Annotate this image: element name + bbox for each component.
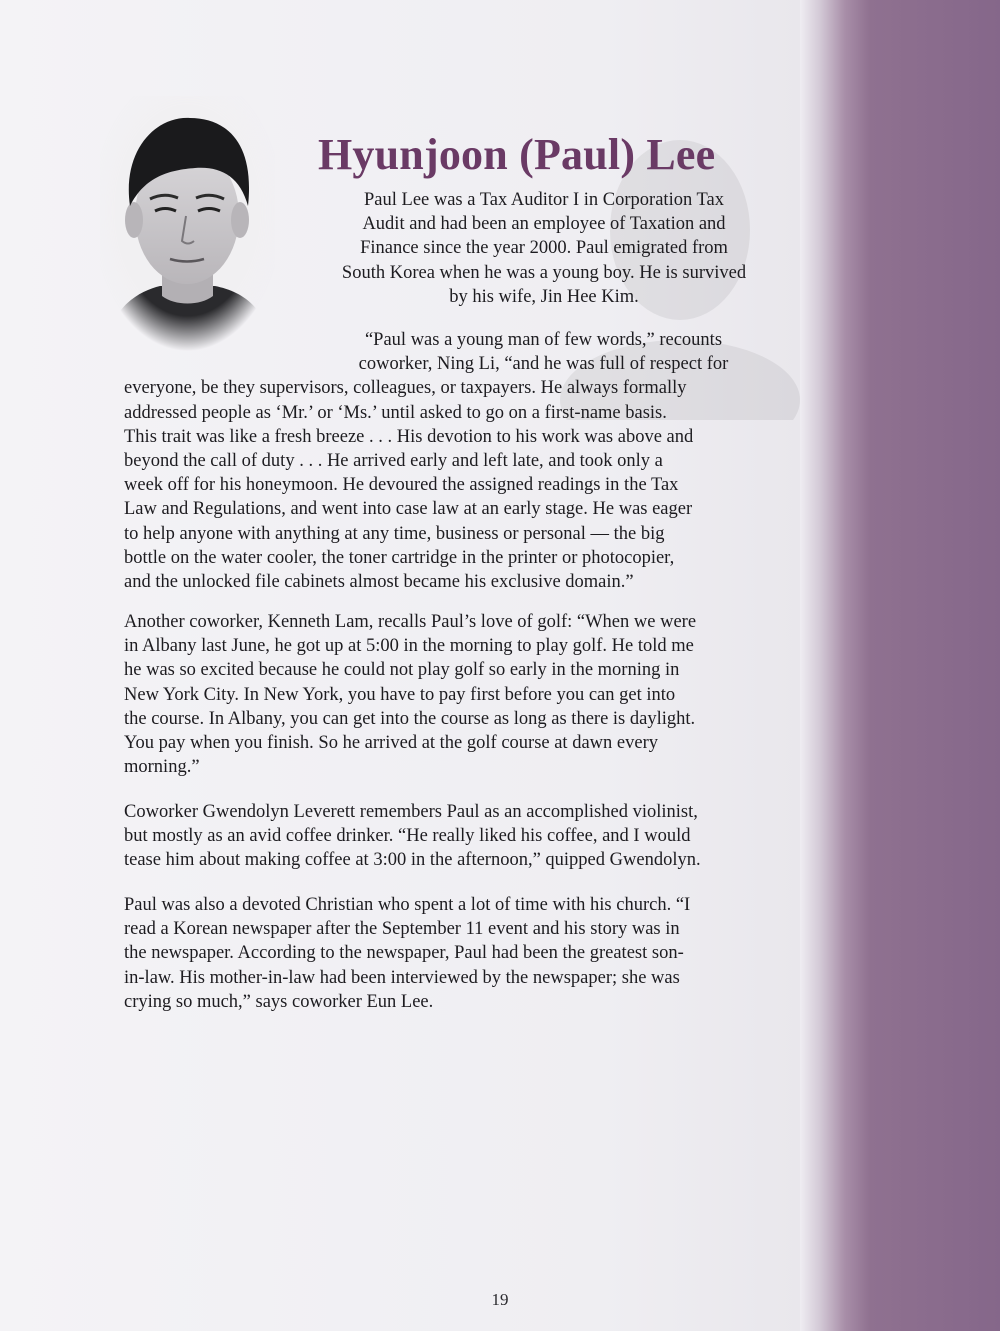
quote-line: everyone, be they supervisors, colleagues, or taxpayers. He always formally — [124, 378, 687, 399]
church-line: read a Korean newspaper after the September 11 event and his story was in — [124, 919, 680, 940]
golf-line: in Albany last June, he got up at 5:00 in the morning to play golf. He told me — [124, 636, 694, 657]
intro-line: by his wife, Jin Hee Kim. — [449, 286, 639, 307]
quote-line: to help anyone with anything at any time, business or personal — the big — [124, 523, 665, 544]
quote-line: “Paul was a young man of few words,” recounts — [364, 330, 723, 350]
coffee-line: Coworker Gwendolyn Leverett remembers Paul as an accomplished violinist, — [124, 802, 698, 822]
golf-line: Another coworker, Kenneth Lam, recalls Paul’s love of golf: “When we were — [124, 612, 697, 632]
intro-line: Audit and had been an employee of Taxation and — [362, 214, 726, 235]
quote-line: This trait was like a fresh breeze . . . His devotion to his work was above and — [124, 426, 694, 447]
quote-paragraph — [124, 328, 788, 594]
intro-line: South Korea when he was a young boy. He is survived — [341, 262, 747, 283]
intro-paragraph — [300, 188, 788, 309]
quote-line: week off for his honeymoon. He devoured the assigned readings in the Tax — [124, 475, 679, 496]
page-number: 19 — [491, 1290, 509, 1309]
quote-line: Law and Regulations, and went into case law at an early stage. He was eager — [124, 499, 693, 520]
church-paragraph — [124, 893, 790, 1014]
golf-line: New York City. In New York, you have to pay first before you can get into — [124, 684, 676, 705]
quote-line: coworker, Ning Li, “and he was full of respect for — [358, 354, 729, 375]
purple-side-band — [800, 0, 1000, 1331]
intro-line: Paul Lee was a Tax Auditor I in Corporation Tax — [364, 190, 724, 210]
golf-line: You pay when you finish. So he arrived at the golf course at dawn every — [124, 733, 658, 754]
quote-line: and the unlocked file cabinets almost became his exclusive domain.” — [124, 572, 634, 593]
church-line: in-law. His mother-in-law had been interviewed by the newspaper; she was — [124, 967, 680, 988]
golf-paragraph — [124, 610, 790, 779]
quote-line: beyond the call of duty . . . He arrived early and left late, and took only a — [124, 451, 663, 472]
church-line: crying so much,” says coworker Eun Lee. — [124, 991, 434, 1012]
intro-line: Finance since the year 2000. Paul emigrated from — [360, 238, 728, 259]
church-line: the newspaper. According to the newspaper, Paul had been the greatest son- — [124, 943, 684, 964]
golf-line: he was so excited because he could not play golf so early in the morning in — [124, 660, 680, 681]
coffee-line: but mostly as an avid coffee drinker. “He really liked his coffee, and I would — [124, 826, 691, 847]
golf-line: the course. In Albany, you can get into the course as long as there is daylight. — [124, 708, 696, 729]
golf-line: morning.” — [124, 757, 200, 778]
coffee-paragraph — [124, 800, 790, 873]
church-line: Paul was also a devoted Christian who spent a lot of time with his church. “I — [124, 895, 691, 915]
quote-line: bottle on the water cooler, the toner cartridge in the printer or photocopier, — [124, 547, 675, 568]
quote-line: addressed people as ‘Mr.’ or ‘Ms.’ until asked to go on a first-name basis. — [124, 402, 667, 423]
page-title: Hyunjoon (Paul) Lee — [318, 130, 716, 180]
coffee-line: tease him about making coffee at 3:00 in the afternoon,” quipped Gwendolyn. — [124, 850, 701, 871]
portrait-photo — [100, 96, 275, 351]
